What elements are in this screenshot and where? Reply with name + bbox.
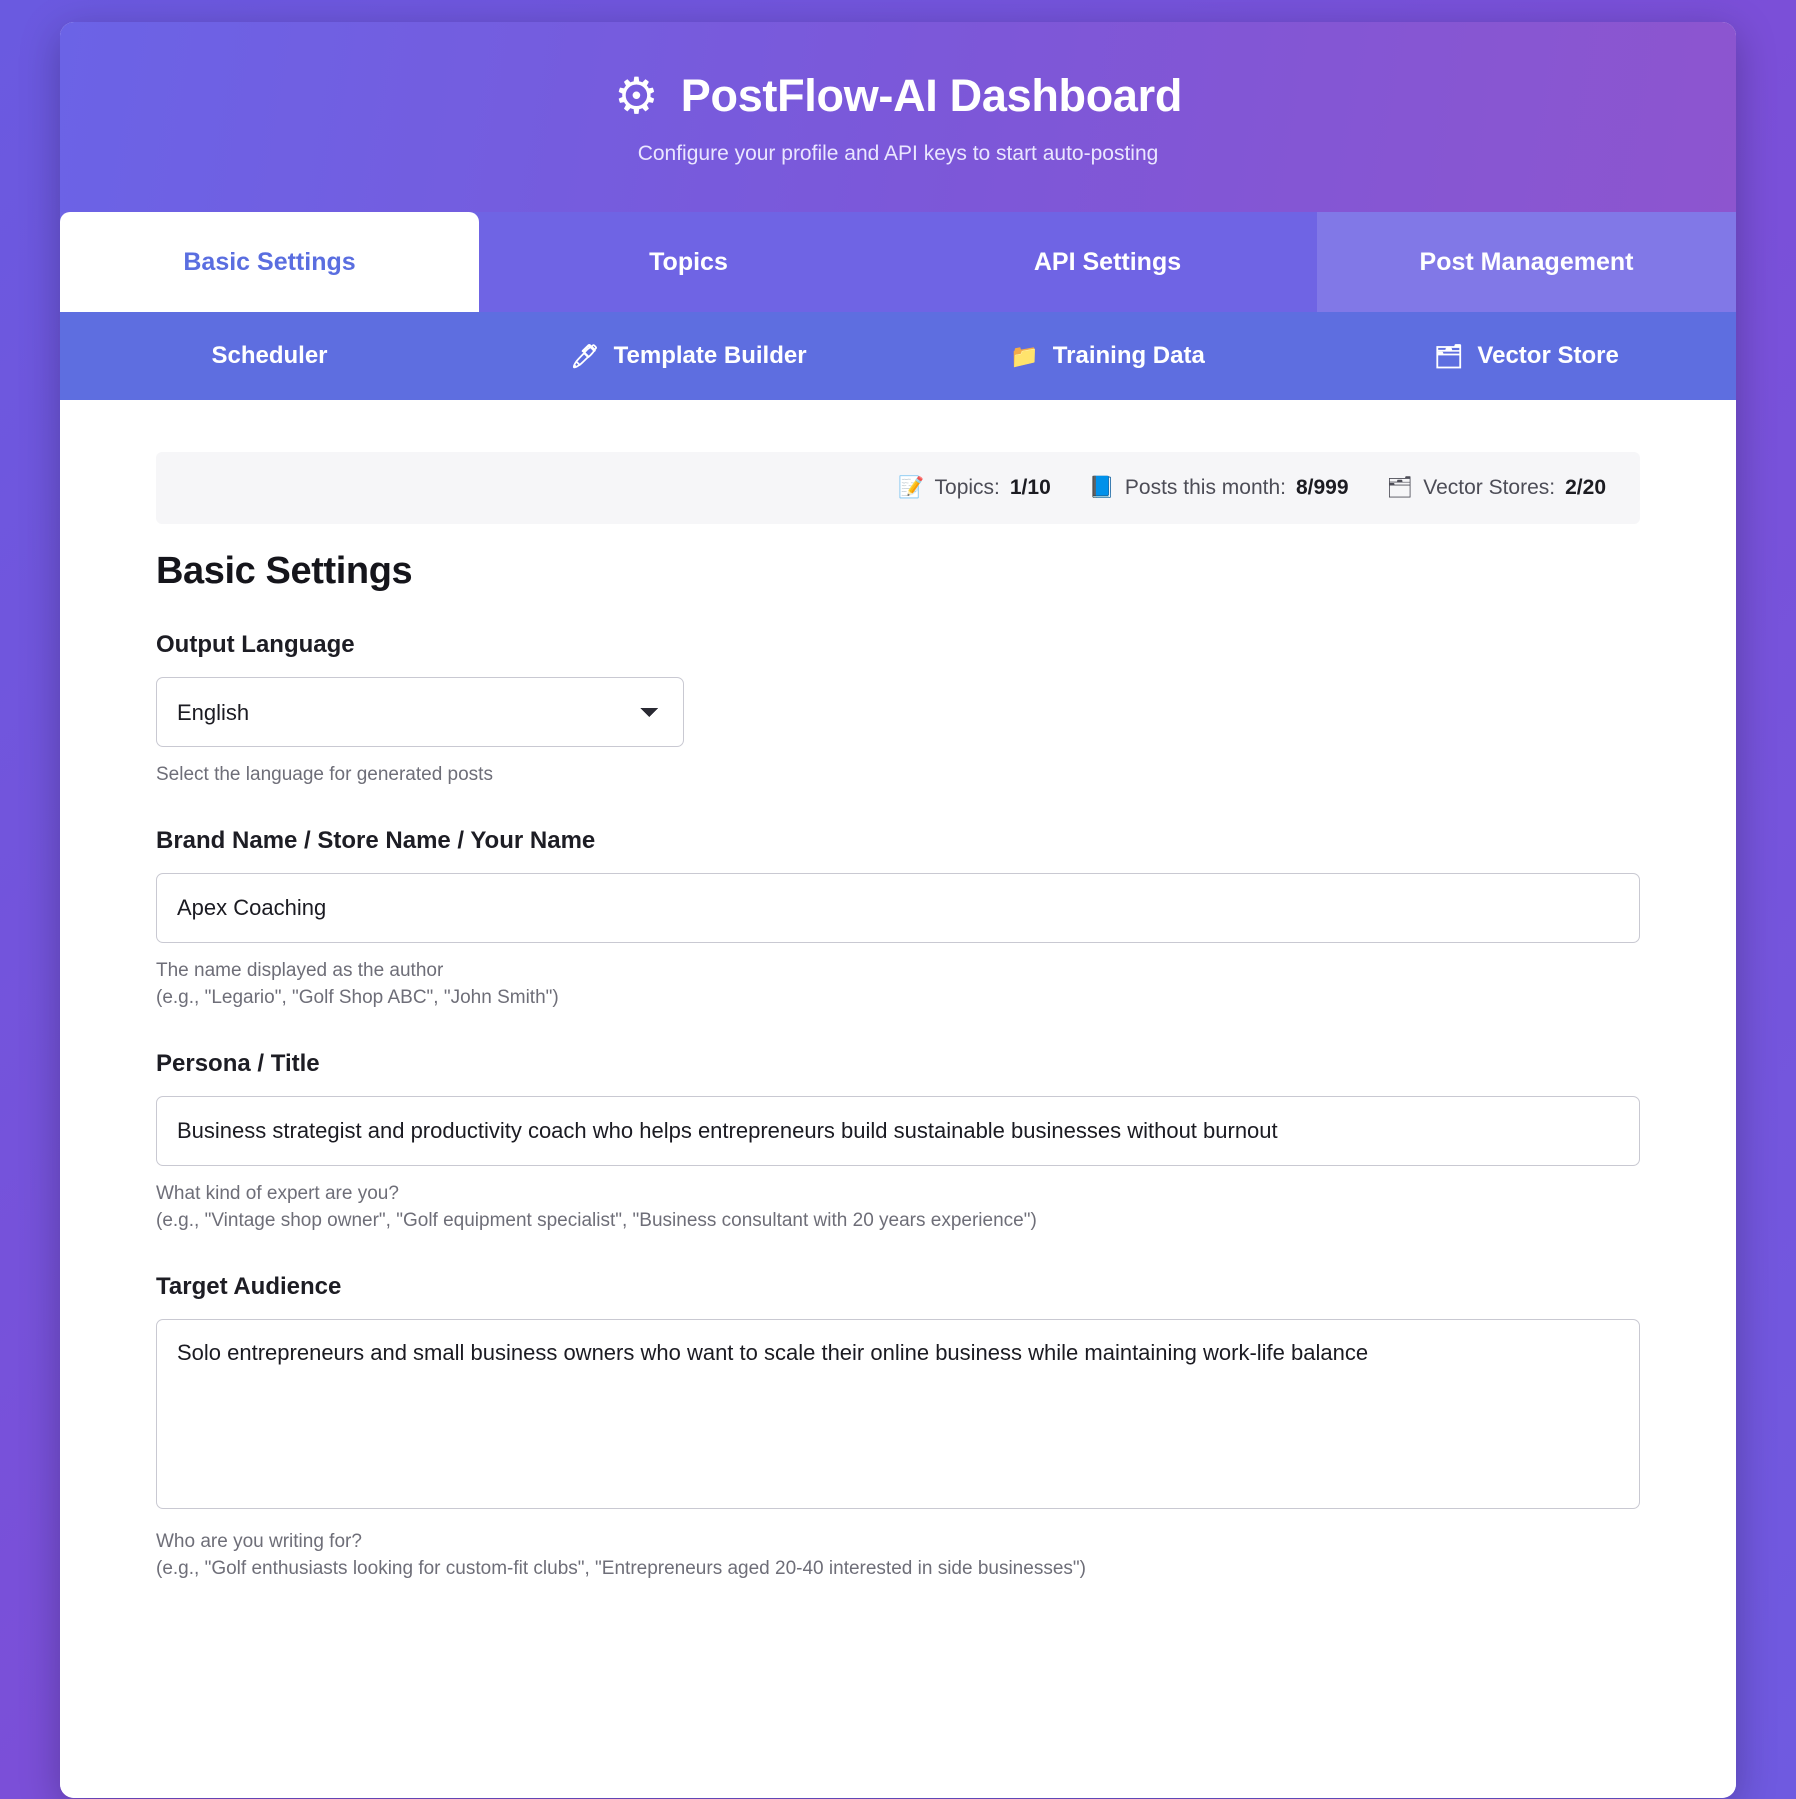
brand-name-hint-line1: The name displayed as the author — [156, 959, 444, 981]
field-brand-name — [156, 827, 1640, 1012]
target-audience-hint — [156, 1528, 1640, 1583]
tab-post-management[interactable]: Post Management — [1317, 212, 1736, 312]
tab-scheduler[interactable] — [60, 312, 479, 400]
pen-icon: 🖊 — [570, 342, 600, 369]
persona-label: Persona / Title — [156, 1049, 320, 1077]
tab-training-data[interactable] — [898, 312, 1317, 400]
app-window — [60, 22, 1736, 1798]
card-index-icon: 🗂 — [1386, 476, 1414, 499]
secondary-tab-bar — [60, 312, 1736, 400]
header-title-row — [60, 70, 1736, 122]
header-subtitle: Configure your profile and API keys to start auto-posting — [637, 142, 1159, 165]
main-content — [60, 400, 1736, 1798]
persona-hint-line1: What kind of expert are you? — [156, 1182, 399, 1204]
tab-template-builder[interactable] — [479, 312, 898, 400]
usage-summary-bar — [156, 452, 1640, 524]
gear-icon: ⚙ — [613, 68, 659, 124]
folder-icon: 📁 — [1010, 342, 1039, 369]
tab-vector-store[interactable] — [1317, 312, 1736, 400]
tab-template-builder-label: Template Builder — [613, 342, 807, 369]
usage-topics-value: 1/10 — [1009, 476, 1051, 499]
tab-basic-settings[interactable]: Basic Settings — [60, 212, 479, 312]
field-output-language — [156, 631, 1640, 789]
usage-posts-value: 8/999 — [1295, 476, 1349, 499]
usage-vector-stores — [1387, 476, 1606, 500]
tab-topics[interactable]: Topics — [649, 247, 728, 276]
brand-name-hint — [156, 957, 1640, 1012]
app-header — [60, 22, 1736, 212]
persona-input[interactable] — [156, 1096, 1640, 1166]
target-audience-hint-line1: Who are you writing for? — [156, 1530, 362, 1552]
usage-posts-label: Posts this month: — [1124, 476, 1286, 499]
usage-posts — [1089, 476, 1349, 500]
usage-topics — [898, 476, 1050, 500]
output-language-hint: Select the language for generated posts — [156, 764, 493, 785]
output-language-label: Output Language — [156, 631, 355, 658]
persona-hint — [156, 1180, 1640, 1235]
brand-name-hint-line2: (e.g., "Legario", "Golf Shop ABC", "John Smith") — [156, 987, 559, 1009]
section-title: Basic Settings — [156, 550, 413, 592]
tab-training-data-label: Training Data — [1052, 342, 1205, 369]
card-index-icon: 🗂 — [1434, 342, 1464, 369]
primary-tab-bar — [60, 212, 1736, 312]
page-title: PostFlow-AI Dashboard — [680, 70, 1183, 121]
tab-scheduler-label: Scheduler — [211, 342, 328, 369]
usage-vector-stores-label: Vector Stores: — [1423, 476, 1556, 499]
memo-icon: 📝 — [898, 476, 925, 499]
field-target-audience — [156, 1273, 1640, 1583]
book-icon: 📘 — [1088, 476, 1115, 499]
usage-topics-label: Topics: — [934, 476, 1000, 499]
output-language-select[interactable] — [156, 677, 684, 747]
tab-vector-store-label: Vector Store — [1477, 342, 1619, 369]
usage-vector-stores-value: 2/20 — [1565, 476, 1606, 499]
target-audience-label: Target Audience — [156, 1272, 342, 1300]
tab-api-settings[interactable]: API Settings — [1033, 247, 1182, 276]
persona-hint-line2: (e.g., "Vintage shop owner", "Golf equipment specialist", "Business consultant with 20 years experience") — [156, 1210, 1037, 1232]
brand-name-input[interactable] — [156, 873, 1640, 943]
target-audience-hint-line2: (e.g., "Golf enthusiasts looking for custom-fit clubs", "Entrepreneurs aged 20-40 interested in side businesses") — [156, 1558, 1086, 1580]
target-audience-textarea[interactable] — [156, 1319, 1640, 1509]
field-persona — [156, 1050, 1640, 1235]
brand-name-label: Brand Name / Store Name / Your Name — [156, 826, 596, 854]
